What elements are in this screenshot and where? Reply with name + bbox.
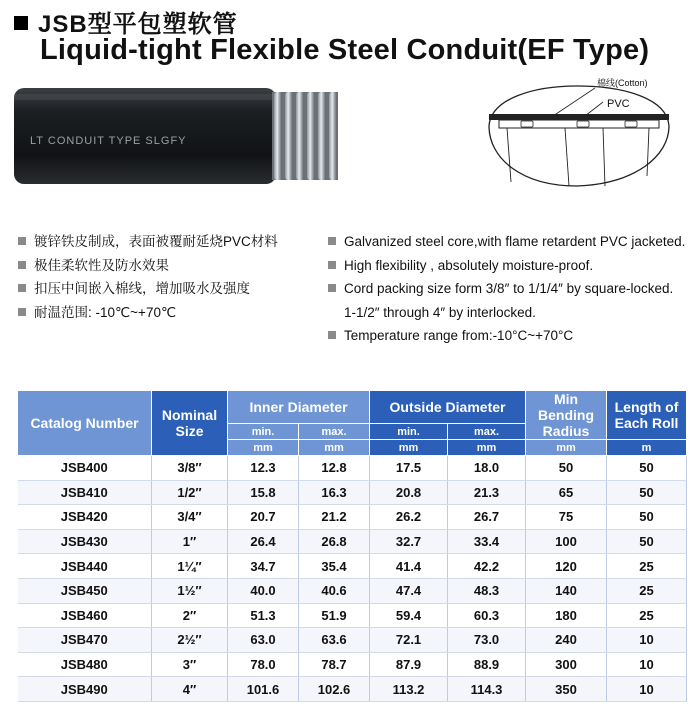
header-unit: m	[607, 440, 687, 456]
table-cell: 102.6	[299, 677, 370, 702]
table-cell: 40.0	[228, 578, 299, 603]
table-cell: 26.8	[299, 529, 370, 554]
table-cell: 25	[607, 554, 687, 579]
title-english: Liquid-tight Flexible Steel Conduit(EF Type)	[40, 34, 650, 66]
bullet-icon	[328, 284, 336, 292]
table-cell: 87.9	[370, 652, 448, 677]
table-cell: 21.3	[448, 480, 526, 505]
table-cell: 50	[607, 529, 687, 554]
table-cell: 10	[607, 628, 687, 653]
table-cell: 1/2″	[152, 480, 228, 505]
table-cell: 48.3	[448, 578, 526, 603]
table-cell: 63.6	[299, 628, 370, 653]
table-cell: 114.3	[448, 677, 526, 702]
table-cell: 240	[526, 628, 607, 653]
conduit-photo	[14, 84, 344, 192]
table-cell: 25	[607, 578, 687, 603]
feature-en-continuation: 1-1/2″ through 4″ by interlocked.	[344, 304, 536, 320]
bullet-icon	[328, 261, 336, 269]
table-cell: JSB480	[18, 652, 152, 677]
header-outer-max: max.	[448, 424, 526, 440]
features-chinese	[18, 230, 278, 324]
table-row	[18, 554, 687, 579]
header-nominal-size: Nominal Size	[152, 391, 228, 456]
table-cell: 51.3	[228, 603, 299, 628]
table-cell: 3/8″	[152, 456, 228, 481]
header-unit: mm	[228, 440, 299, 456]
table-row	[18, 677, 687, 702]
table-cell: JSB470	[18, 628, 152, 653]
table-cell: 21.2	[299, 505, 370, 530]
table-cell: 3/4″	[152, 505, 228, 530]
table-cell: 26.2	[370, 505, 448, 530]
feature-en-item: Cord packing size form 3/8″ to 1/1/4″ by square-locked.	[328, 277, 685, 301]
table-cell: 88.9	[448, 652, 526, 677]
table-cell: JSB430	[18, 529, 152, 554]
table-cell: 50	[607, 480, 687, 505]
table-row	[18, 652, 687, 677]
table-cell: 1½″	[152, 578, 228, 603]
table-cell: 100	[526, 529, 607, 554]
table-cell: 26.4	[228, 529, 299, 554]
table-cell: 40.6	[299, 578, 370, 603]
header-catalog-number: Catalog Number	[18, 391, 152, 456]
header-length-each-roll: Length of Each Roll	[607, 391, 687, 440]
table-cell: 51.9	[299, 603, 370, 628]
label-pvc: PVC	[607, 98, 630, 110]
steel-core	[272, 92, 338, 180]
table-cell: 78.7	[299, 652, 370, 677]
table-cell: 26.7	[448, 505, 526, 530]
table-cell: JSB410	[18, 480, 152, 505]
table-cell: 20.8	[370, 480, 448, 505]
table-cell: 63.0	[228, 628, 299, 653]
table-cell: JSB460	[18, 603, 152, 628]
header-inner-min: min.	[228, 424, 299, 440]
feature-cn-item: 扣压中间嵌入棉线，增加吸水及强度	[18, 277, 278, 301]
table-cell: 50	[526, 456, 607, 481]
table-cell: 72.1	[370, 628, 448, 653]
features-english	[328, 230, 685, 348]
feature-cn-item: 镀锌铁皮制成，表面被覆耐延烧PVC材料	[18, 230, 278, 254]
bullet-icon	[328, 331, 336, 339]
title-chinese-text: JSB型平包塑软管	[38, 11, 238, 38]
table-row	[18, 603, 687, 628]
table-cell: 350	[526, 677, 607, 702]
table-row	[18, 456, 687, 481]
table-cell: 3″	[152, 652, 228, 677]
table-cell: 12.3	[228, 456, 299, 481]
table-row	[18, 505, 687, 530]
table-cell: 2″	[152, 603, 228, 628]
table-cell: 59.4	[370, 603, 448, 628]
table-cell: 10	[607, 652, 687, 677]
table-row	[18, 480, 687, 505]
table-row	[18, 578, 687, 603]
bullet-icon	[18, 237, 26, 245]
table-cell: 41.4	[370, 554, 448, 579]
table-cell: 1¼″	[152, 554, 228, 579]
table-cell: 300	[526, 652, 607, 677]
header-outside-diameter: Outside Diameter	[370, 391, 526, 424]
header-outer-min: min.	[370, 424, 448, 440]
spec-table	[17, 390, 687, 702]
bullet-square-icon	[14, 16, 28, 30]
table-cell: 20.7	[228, 505, 299, 530]
header-unit: mm	[526, 440, 607, 456]
table-cell: 101.6	[228, 677, 299, 702]
table-cell: 34.7	[228, 554, 299, 579]
spec-table-body	[18, 456, 687, 702]
table-cell: 60.3	[448, 603, 526, 628]
header-min-bending-radius: Min Bending Radius	[526, 391, 607, 440]
table-cell: 25	[607, 603, 687, 628]
bullet-icon	[328, 237, 336, 245]
header-inner-diameter: Inner Diameter	[228, 391, 370, 424]
table-cell: JSB440	[18, 554, 152, 579]
table-cell: 15.8	[228, 480, 299, 505]
table-cell: 33.4	[448, 529, 526, 554]
table-cell: 75	[526, 505, 607, 530]
table-cell: 4″	[152, 677, 228, 702]
table-cell: JSB450	[18, 578, 152, 603]
table-cell: 35.4	[299, 554, 370, 579]
table-cell: 10	[607, 677, 687, 702]
table-cell: 65	[526, 480, 607, 505]
cross-section-diagram	[475, 72, 680, 198]
table-cell: 73.0	[448, 628, 526, 653]
feature-en-item: Galvanized steel core,with flame retardent PVC jacketed.	[328, 230, 685, 254]
table-cell: 32.7	[370, 529, 448, 554]
table-cell: 47.4	[370, 578, 448, 603]
table-cell: 16.3	[299, 480, 370, 505]
table-cell: 50	[607, 456, 687, 481]
table-cell: 42.2	[448, 554, 526, 579]
table-row	[18, 529, 687, 554]
feature-en-item: Temperature range from:-10°C~+70°C	[328, 324, 685, 348]
header-unit: mm	[299, 440, 370, 456]
table-cell: 113.2	[370, 677, 448, 702]
table-row	[18, 628, 687, 653]
bullet-icon	[18, 308, 26, 316]
feature-cn-item: 耐温范围: -10℃~+70℃	[18, 301, 278, 325]
table-cell: 1″	[152, 529, 228, 554]
table-cell: 12.8	[299, 456, 370, 481]
table-cell: 180	[526, 603, 607, 628]
table-cell: JSB400	[18, 456, 152, 481]
feature-cn-item: 极佳柔软性及防水效果	[18, 254, 278, 278]
label-cotton: 棉线(Cotton)	[597, 78, 648, 88]
table-cell: 120	[526, 554, 607, 579]
feature-en-item: High flexibility , absolutely moisture-proof.	[328, 254, 685, 278]
bullet-icon	[18, 284, 26, 292]
bullet-icon	[18, 261, 26, 269]
table-cell: 78.0	[228, 652, 299, 677]
table-cell: 2½″	[152, 628, 228, 653]
header-inner-max: max.	[299, 424, 370, 440]
table-cell: JSB420	[18, 505, 152, 530]
table-cell: 17.5	[370, 456, 448, 481]
header-unit: mm	[448, 440, 526, 456]
table-cell: 140	[526, 578, 607, 603]
table-cell: 18.0	[448, 456, 526, 481]
conduit-print: LT CONDUIT TYPE SLGFY	[30, 135, 187, 147]
header-unit: mm	[370, 440, 448, 456]
table-cell: JSB490	[18, 677, 152, 702]
table-cell: 50	[607, 505, 687, 530]
